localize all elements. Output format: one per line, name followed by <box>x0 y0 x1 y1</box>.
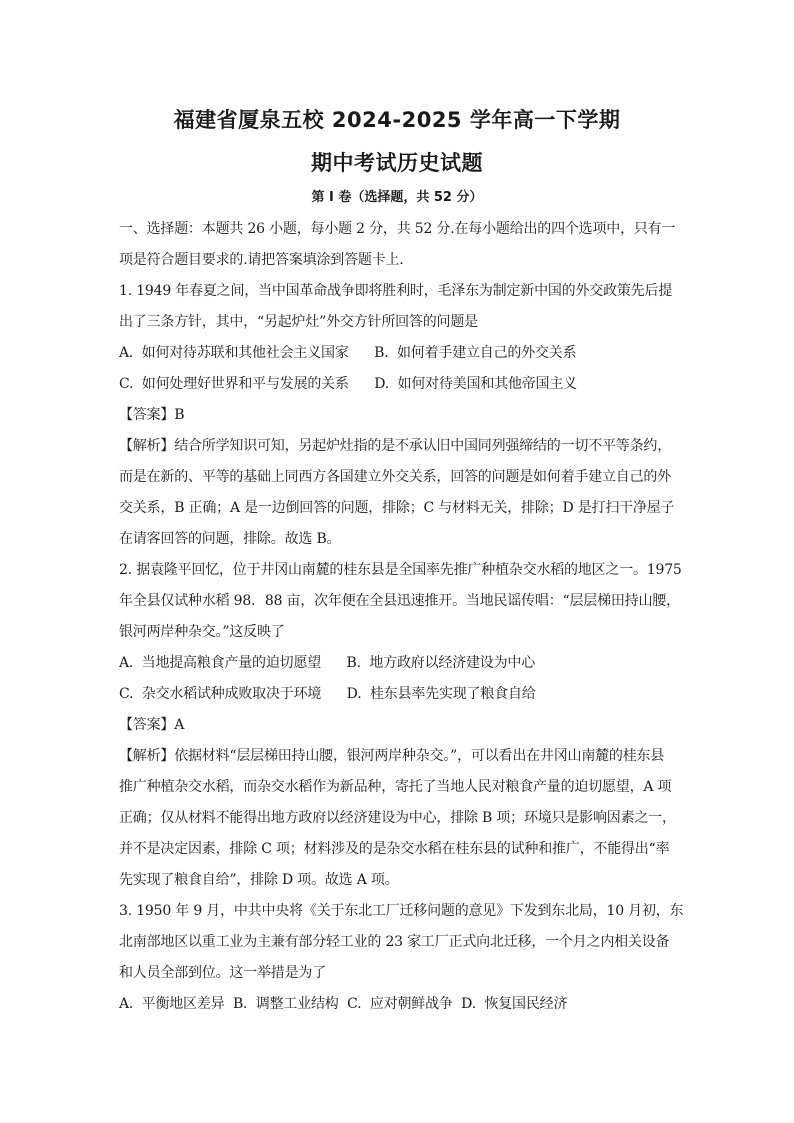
question-2-analysis: 并不是决定因素，排除 C 项；材料涉及的是杂交水稻在桂东县的试种和推广，不能得出“率 <box>119 841 670 857</box>
question-2-options: A. 当地提高粮食产量的迫切愿望 B. 地方政府以经济建设为中心 <box>119 655 535 671</box>
document-subtitle: 期中考试历史试题 <box>311 151 483 175</box>
question-3-options: A. 平衡地区差异 B. 调整工业结构 C. 应对朝鲜战争 D. 恢复国民经济 <box>119 996 568 1012</box>
question-2-analysis: 【解析】依据材料“层层梯田持山腰，银河两岸种杂交。”，可以看出在井冈山南麓的桂东县 <box>119 748 665 764</box>
question-1-stem: 1. 1949 年春夏之间，当中国革命战争即将胜利时，毛泽东为制定新中国的外交政策先后提 <box>119 283 673 299</box>
question-2-analysis: 正确；仅从材料不能得出地方政府以经济建设为中心，排除 B 项；环境只是影响因素之一， <box>119 810 676 826</box>
instruction-line: 项是符合题目要求的.请把答案填涂到答题卡上. <box>119 252 404 268</box>
question-3-stem: 北南部地区以重工业为主兼有部分轻工业的 23 家工厂正式向北迁移，一个月之内相关设备 <box>119 934 670 950</box>
question-2-options: C. 杂交水稻试种成败取决于环境 D. 桂东县率先实现了粮食自给 <box>119 686 536 702</box>
question-1-options: A. 如何对待苏联和其他社会主义国家 B. 如何着手建立自己的外交关系 <box>119 345 577 361</box>
question-2-answer: 【答案】A <box>119 717 185 733</box>
question-1-analysis: 交关系，B 正确；A 是一边倒回答的问题，排除；C 与材料无关，排除；D 是打扫干净屋子 <box>119 500 675 516</box>
document-title: 福建省厦泉五校 2024-2025 学年高一下学期 <box>173 108 621 132</box>
question-2-analysis: 推广种植杂交水稻，而杂交水稻作为新品种，寄托了当地人民对粮食产量的迫切愿望，A 项 <box>119 779 672 795</box>
question-1-stem: 出了三条方针，其中，“另起炉灶”外交方针所回答的问题是 <box>119 314 478 330</box>
question-1-analysis: 【解析】结合所学知识可知，另起炉灶指的是不承认旧中国同列强缔结的一切不平等条约， <box>119 438 671 454</box>
question-3-stem: 和人员全部到位。这一举措是为了 <box>119 965 326 981</box>
question-2-stem: 银河两岸种杂交。”这反映了 <box>119 624 285 640</box>
document-body <box>119 214 684 1020</box>
question-1-analysis: 在请客回答的问题，排除。故选 B。 <box>119 531 341 547</box>
question-1-answer: 【答案】B <box>119 407 185 423</box>
instruction-line: 一、选择题：本题共 26 小题，每小题 2 分，共 52 分.在每小题给出的四个选项中，只有一 <box>119 221 676 237</box>
question-2-stem: 年全县仅试种水稻 98．88 亩，次年便在全县迅速推开。当地民谣传唱：“层层梯田持山腰， <box>119 593 680 609</box>
question-3-stem: 3. 1950 年 9 月，中共中央将《关于东北工厂迁移问题的意见》下发到东北局，10 月初，东 <box>119 903 684 919</box>
question-2-stem: 2. 据袁隆平回忆，位于井冈山南麓的桂东县是全国率先推广种植杂交水稻的地区之一。1975 <box>119 562 682 578</box>
question-1-options: C. 如何处理好世界和平与发展的关系 D. 如何对待美国和其他帝国主义 <box>119 376 577 392</box>
section-heading: 第 I 卷（选择题，共 52 分） <box>311 190 483 205</box>
question-1-analysis: 而是在新的、平等的基础上同西方各国建立外交关系，回答的问题是如何着手建立自己的外 <box>119 469 671 485</box>
question-2-analysis: 先实现了粮食自给”，排除 D 项。故选 A 项。 <box>119 872 399 888</box>
